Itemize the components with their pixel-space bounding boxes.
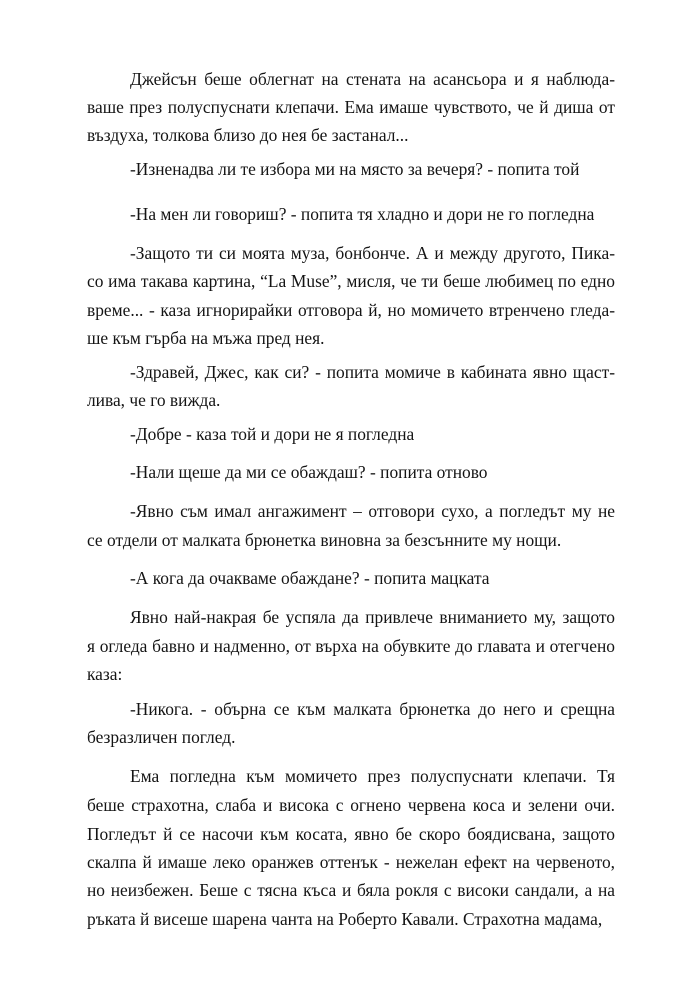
paragraph-line: каза: bbox=[87, 664, 123, 684]
paragraph-line: -Явно съм имал ангажимент – отговори сухо, а погледът му не bbox=[130, 501, 615, 521]
paragraph-line: -Нали щеше да ми се обаждаш? - попита отново bbox=[130, 462, 488, 482]
paragraph-line: со има такава картина, “La Muse”, мисля, че ти беше любимец по едно bbox=[87, 271, 615, 291]
paragraph-line: ваше през полуспуснати клепачи. Ема имаше чувството, че й диша от bbox=[87, 97, 615, 117]
paragraph-line: въздуха, толкова близо до нея бе застанал... bbox=[87, 125, 409, 145]
paragraph-line: -На мен ли говориш? - попита тя хладно и дори не го погледна bbox=[130, 204, 595, 224]
paragraph-line: Явно най-накрая бе успяла да привлече вниманието му, защото bbox=[130, 607, 615, 627]
paragraph-line: лива, че го вижда. bbox=[87, 390, 221, 410]
paragraph-line: -Никога. - обърна се към малката брюнетка до него и срещна bbox=[130, 699, 615, 719]
paragraph-line: време... - каза игнорирайки отговора й, но момичето втренчено гледа- bbox=[87, 300, 615, 320]
paragraph-line: но неизбежен. Беше с тясна къса и бяла рокля с високи сандали, а на bbox=[87, 880, 615, 900]
paragraph-line: ше към гърба на мъжа пред нея. bbox=[87, 328, 325, 348]
paragraph-line: -Здравей, Джес, как си? - попита момиче в кабината явно щаст- bbox=[130, 362, 615, 382]
paragraph-line: Джейсън беше облегнат на стената на асансьора и я наблюда- bbox=[130, 69, 615, 89]
paragraph-line: скалпа й имаше леко оранжев оттенък - нежелан ефект на червеното, bbox=[87, 852, 615, 872]
paragraph-line: -Защото ти си моята муза, бонбонче. А и между другото, Пика- bbox=[130, 243, 615, 263]
paragraph-line: -Изненадва ли те избора ми на място за вечеря? - попита той bbox=[130, 159, 580, 179]
paragraph-line: беше страхотна, слаба и висока с огнено червена коса и зелени очи. bbox=[87, 795, 615, 815]
paragraph-line: -Добре - каза той и дори не я погледна bbox=[130, 424, 415, 444]
paragraph-line: -А кога да очакваме обаждане? - попита мацката bbox=[130, 568, 490, 588]
paragraph-line: ръката й висеше шарена чанта на Роберто Кавали. Страхотна мадама, bbox=[87, 909, 603, 929]
paragraph-line: Ема погледна към момичето през полуспуснати клепачи. Тя bbox=[130, 766, 615, 786]
paragraph-line: безразличен поглед. bbox=[87, 727, 236, 747]
paragraph-line: я огледа бавно и надменно, от върха на обувките до главата и отегчено bbox=[87, 636, 615, 656]
paragraph-line: се отдели от малката брюнетка виновна за безсънните му нощи. bbox=[87, 530, 562, 550]
paragraph-line: Погледът й се насочи към косата, явно бе скоро боядисвана, защото bbox=[87, 824, 615, 844]
